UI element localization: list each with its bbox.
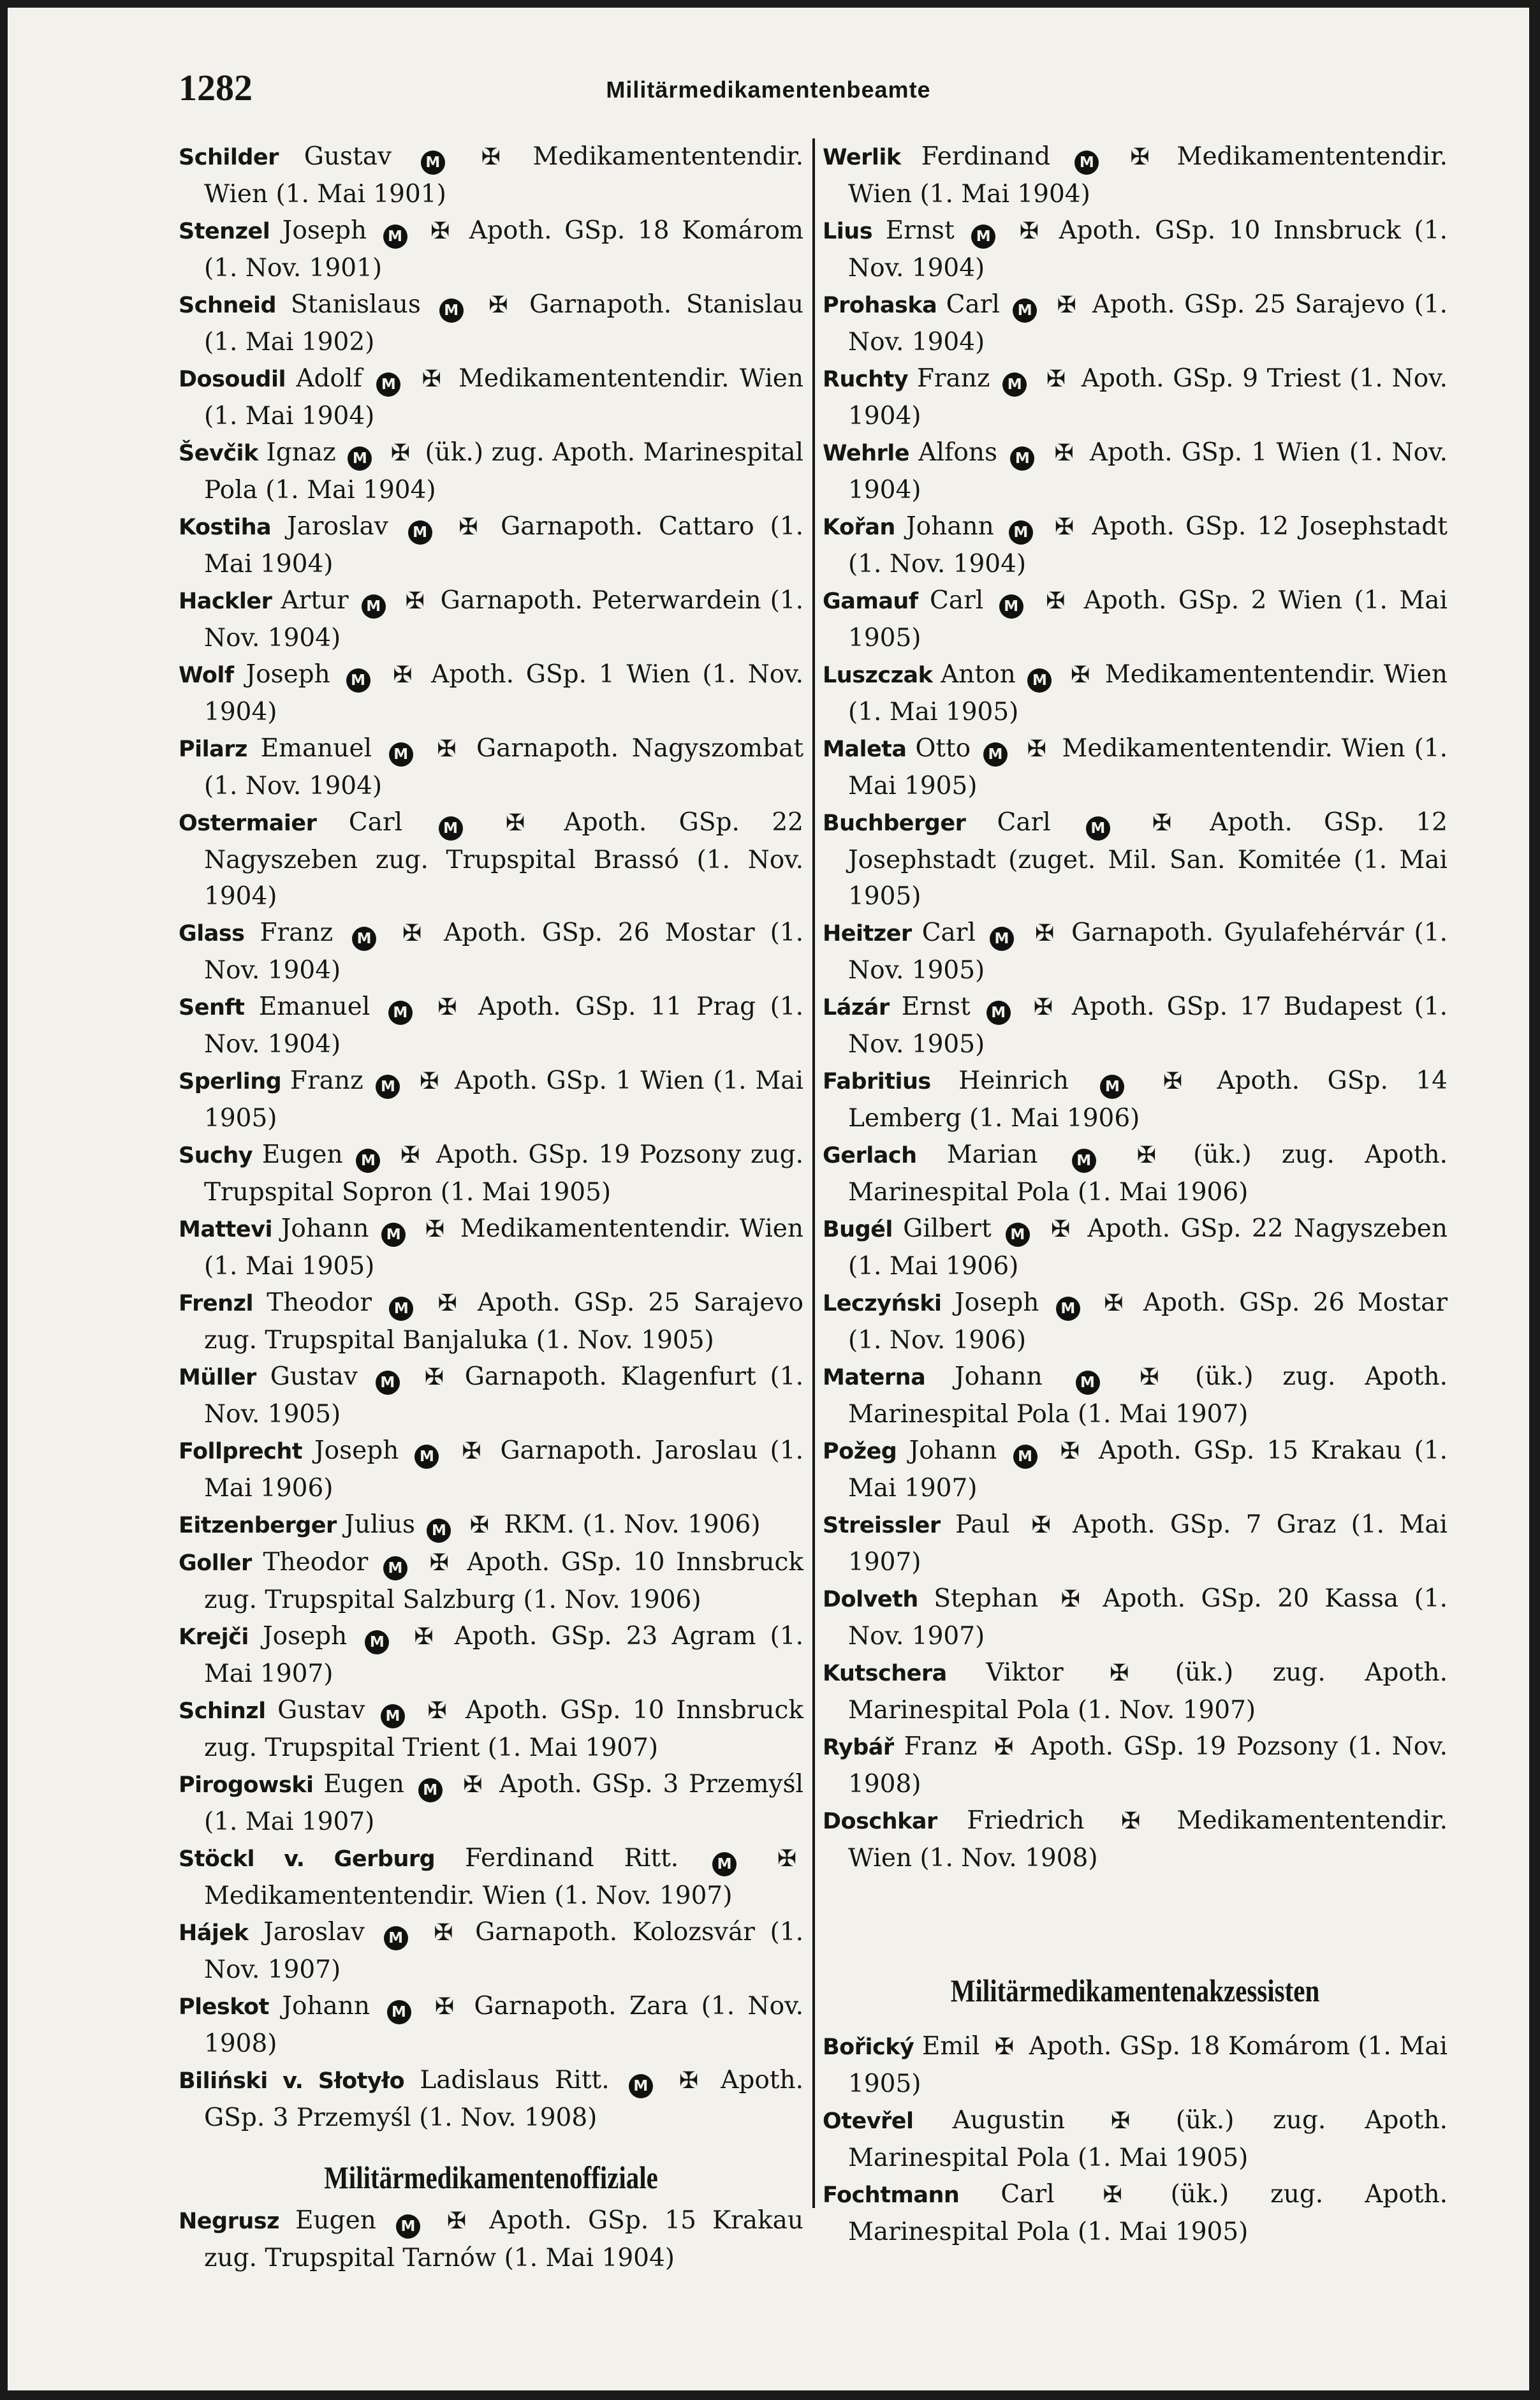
cross-icon: ✠: [488, 292, 508, 318]
cross-icon: ✠: [405, 588, 425, 614]
entry-name: Eitzenberger: [179, 1513, 337, 1538]
entry-name: Požeg: [823, 1439, 897, 1464]
entry-text: Ernst M ✠ Apoth. GSp. 10 Innsbruck (1. Nov. 1904): [848, 216, 1448, 283]
entry-name: Dolveth: [823, 1587, 918, 1612]
entry-text: Eugen M ✠ Apoth. GSp. 19 Pozsony zug. Trupspital Sopron (1. Mai 1905): [204, 1140, 803, 1207]
entry: [179, 2062, 803, 2136]
entry-text: Heinrich M ✠ Apoth. GSp. 14 Lemberg (1. Mai 1906): [848, 1066, 1448, 1133]
entry-name: Kutschera: [823, 1661, 947, 1686]
cross-icon: ✠: [1071, 662, 1090, 688]
entry: [179, 1766, 803, 1840]
entry-name: Doschkar: [823, 1809, 937, 1834]
entry-text: Johann M ✠ Medikamententendir. Wien (1. Mai 1905): [204, 1214, 804, 1281]
m-badge-icon: M: [439, 298, 464, 323]
entry: [823, 656, 1448, 730]
cross-icon: ✠: [424, 1364, 444, 1390]
entry: [179, 138, 803, 212]
entry-text: Johann M ✠ Apoth. GSp. 15 Krakau (1. Mai 1907): [848, 1436, 1448, 1503]
entry: [823, 1506, 1448, 1580]
entry-name: Streissler: [823, 1513, 941, 1538]
entry: [179, 2202, 803, 2276]
entry-text: Artur M ✠ Garnapoth. Peterwardein (1. Nov. 1904): [204, 586, 803, 652]
entry-text: Johann M ✠ Apoth. GSp. 12 Josephstadt (1. Nov. 1904): [848, 512, 1448, 578]
entry-name: Schinzl: [179, 1698, 266, 1724]
cross-icon: ✠: [1046, 366, 1066, 392]
cross-icon: ✠: [1033, 994, 1053, 1020]
cross-icon: ✠: [437, 1290, 457, 1316]
cross-icon: ✠: [425, 1216, 445, 1242]
entry-text: Carl ✠ (ük.) zug. Apoth. Marinespital Pola (1. Mai 1905): [848, 2180, 1448, 2246]
m-badge-icon: M: [999, 594, 1023, 619]
entry: [179, 1358, 803, 1432]
entry: [823, 212, 1448, 286]
entry: [823, 434, 1448, 508]
entry: [823, 1654, 1448, 1728]
cross-icon: ✠: [429, 1550, 449, 1576]
entry-text: Otto M ✠ Medikamententendir. Wien (1. Mai 1905): [848, 734, 1448, 800]
cross-icon: ✠: [434, 1994, 455, 2020]
cross-icon: ✠: [437, 994, 457, 1020]
entry: [823, 1728, 1448, 1802]
cross-icon: ✠: [1060, 1438, 1080, 1464]
cross-icon: ✠: [422, 366, 441, 392]
cross-icon: ✠: [1057, 292, 1076, 318]
cross-icon: ✠: [1110, 2108, 1131, 2134]
entry: [179, 1506, 803, 1544]
entry-text: Viktor ✠ (ük.) zug. Apoth. Marinespital Pola (1. Nov. 1907): [848, 1658, 1448, 1725]
m-badge-icon: M: [383, 225, 407, 249]
entry-text: Ferdinand Ritt. M ✠ Medikamententendir. Wien (1. Nov. 1907): [204, 1844, 803, 1910]
entry-name: Biliński v. Słotyło: [179, 2068, 405, 2094]
entry: [823, 730, 1448, 804]
m-badge-icon: M: [387, 2000, 411, 2024]
cross-icon: ✠: [1034, 920, 1055, 946]
entry-name: Dosoudil: [179, 367, 286, 392]
cross-icon: ✠: [777, 1846, 797, 1872]
entry-text: Joseph M ✠ Apoth. GSp. 26 Mostar (1. Nov. 1906): [848, 1288, 1448, 1355]
entry: [179, 1063, 803, 1137]
cross-icon: ✠: [430, 218, 450, 244]
cross-icon: ✠: [1162, 1068, 1183, 1094]
entry-text: Alfons M ✠ Apoth. GSp. 1 Wien (1. Nov. 1904): [848, 438, 1448, 504]
entry-name: Gamauf: [823, 589, 918, 614]
entry-name: Pirogowski: [179, 1772, 314, 1798]
m-badge-icon: M: [388, 1001, 413, 1025]
entry: [823, 138, 1448, 212]
entry-name: Mattevi: [179, 1217, 272, 1242]
entry-name: Ruchty: [823, 367, 909, 392]
entry: [179, 434, 803, 508]
entry: [179, 508, 803, 582]
entry-text: Gilbert M ✠ Apoth. GSp. 22 Nagyszeben (1. Mai 1906): [848, 1214, 1448, 1281]
entry-name: Sperling: [179, 1069, 282, 1094]
m-badge-icon: M: [421, 151, 445, 175]
m-badge-icon: M: [1100, 1075, 1124, 1099]
entry-name: Maleta: [823, 737, 907, 762]
entry-text: Stanislaus M ✠ Garnapoth. Stanislau (1. Mai 1902): [204, 290, 803, 357]
entry-name: Frenzl: [179, 1291, 253, 1316]
m-badge-icon: M: [389, 1297, 413, 1321]
entry: [179, 1988, 803, 2062]
m-badge-icon: M: [376, 1371, 400, 1395]
entry-name: Müller: [179, 1365, 256, 1390]
entry-text: Franz M ✠ Apoth. GSp. 26 Mostar (1. Nov. 1904): [204, 918, 804, 985]
cross-icon: ✠: [402, 920, 422, 946]
m-badge-icon: M: [1006, 1223, 1030, 1247]
m-badge-icon: M: [389, 742, 413, 767]
cross-icon: ✠: [390, 440, 410, 466]
entry-name: Pilarz: [179, 737, 247, 762]
entry-name: Schneid: [179, 293, 277, 318]
cross-icon: ✠: [420, 1068, 439, 1094]
entry-name: Hackler: [179, 589, 272, 614]
entry-text: Joseph M ✠ Apoth. GSp. 23 Agram (1. Mai 1907): [204, 1622, 803, 1688]
m-badge-icon: M: [376, 1075, 400, 1099]
cross-icon: ✠: [414, 1624, 434, 1650]
entry-text: Anton M ✠ Medikamententendir. Wien (1. Mai 1905): [848, 660, 1448, 726]
cross-icon: ✠: [400, 1142, 420, 1168]
entry: [823, 2028, 1448, 2102]
entry: [823, 1802, 1448, 1876]
m-badge-icon: M: [352, 927, 376, 951]
entry-text: Jaroslav M ✠ Garnapoth. Cattaro (1. Mai 1904): [204, 512, 803, 578]
entry-text: Eugen M ✠ Apoth. GSp. 15 Krakau zug. Trupspital Tarnów (1. Mai 1904): [204, 2206, 804, 2272]
entry: [179, 989, 803, 1063]
cross-icon: ✠: [458, 514, 478, 540]
cross-icon: ✠: [437, 736, 457, 762]
m-badge-icon: M: [381, 1223, 406, 1247]
entry-text: Franz M ✠ Apoth. GSp. 9 Triest (1. Nov. 1904): [848, 364, 1448, 431]
entry-name: Fabritius: [823, 1069, 931, 1094]
m-badge-icon: M: [1074, 151, 1099, 175]
running-title: Militärmedikamentenbeamte: [606, 77, 931, 103]
page-number: 1282: [179, 67, 253, 108]
entry-name: Prohaska: [823, 293, 937, 318]
page-header: [8, 66, 1529, 111]
entry-name: Werlik: [823, 145, 901, 170]
m-badge-icon: M: [383, 1556, 407, 1580]
cross-icon: ✠: [1046, 588, 1066, 614]
entry-text: Emil ✠ Apoth. GSp. 18 Komárom (1. Mai 1905): [848, 2032, 1448, 2098]
cross-icon: ✠: [1152, 810, 1172, 836]
m-badge-icon: M: [418, 1778, 443, 1802]
entry-name: Suchy: [179, 1143, 253, 1168]
entry-text: Theodor M ✠ Apoth. GSp. 25 Sarajevo zug. Trupspital Banjaluka (1. Nov. 1905): [204, 1288, 803, 1355]
cross-icon: ✠: [1103, 2182, 1122, 2208]
entry-name: Glass: [179, 921, 245, 946]
entry-text: Joseph M ✠ Garnapoth. Jaroslau (1. Mai 1906): [204, 1436, 803, 1503]
cross-icon: ✠: [1136, 1142, 1156, 1168]
entry: [179, 804, 803, 915]
m-badge-icon: M: [1013, 298, 1037, 323]
m-badge-icon: M: [376, 372, 400, 397]
entry: [823, 1063, 1448, 1137]
cross-icon: ✠: [481, 144, 501, 170]
entry: [179, 915, 803, 989]
entry-text: Franz M ✠ Apoth. GSp. 1 Wien (1. Mai 1905): [204, 1066, 803, 1133]
entry-text: Carl M ✠ Garnapoth. Gyulafehérvár (1. Nov. 1905): [848, 918, 1448, 985]
cross-icon: ✠: [678, 2068, 699, 2094]
entry-text: Ernst M ✠ Apoth. GSp. 17 Budapest (1. Nov. 1905): [848, 992, 1448, 1059]
entry: [179, 1840, 803, 1914]
m-badge-icon: M: [1072, 1149, 1096, 1173]
cross-icon: ✠: [463, 1772, 483, 1798]
offiziale-entry-list: [179, 2202, 803, 2276]
entry: [823, 2102, 1448, 2176]
entry-text: Marian M ✠ (ük.) zug. Apoth. Marinespital Pola (1. Mai 1906): [848, 1140, 1448, 1207]
m-badge-icon: M: [348, 446, 372, 471]
entry: [823, 582, 1448, 656]
right-entry-list: [823, 138, 1448, 1876]
cross-icon: ✠: [1120, 1808, 1141, 1834]
entry-text: Carl M ✠ Apoth. GSp. 25 Sarajevo (1. Nov. 1904): [848, 290, 1448, 357]
entry-name: Leczyński: [823, 1291, 942, 1316]
right-column: [823, 138, 1448, 2250]
cross-icon: ✠: [1054, 440, 1074, 466]
entry-name: Wolf: [179, 663, 234, 688]
entry-name: Buchberger: [823, 811, 966, 836]
entry-text: Augustin ✠ (ük.) zug. Apoth. Marinespital Pola (1. Mai 1905): [848, 2106, 1448, 2172]
cross-icon: ✠: [1104, 1290, 1124, 1316]
entry-text: Julius M ✠ RKM. (1. Nov. 1906): [337, 1510, 761, 1539]
entry-name: Krejči: [179, 1624, 249, 1650]
entry: [179, 1692, 803, 1766]
entry: [179, 656, 803, 730]
entry-name: Bugél: [823, 1217, 893, 1242]
cross-icon: ✠: [1051, 1216, 1071, 1242]
m-badge-icon: M: [414, 1445, 439, 1469]
m-badge-icon: M: [427, 1519, 451, 1543]
entry-name: Hájek: [179, 1920, 249, 1946]
entry-text: Carl M ✠ Apoth. GSp. 22 Nagyszeben zug. Trupspital Brassó (1. Nov. 1904): [204, 808, 803, 911]
m-badge-icon: M: [629, 2074, 653, 2098]
cross-icon: ✠: [469, 1512, 489, 1538]
cross-icon: ✠: [505, 810, 525, 836]
cross-icon: ✠: [1054, 514, 1074, 540]
entry-name: Stöckl v. Gerburg: [179, 1846, 436, 1872]
entry-text: Gustav M ✠ Medikamententendir. Wien (1. Mai 1901): [204, 142, 803, 209]
entry: [179, 286, 803, 360]
cross-icon: ✠: [434, 1920, 453, 1946]
m-badge-icon: M: [1086, 816, 1110, 841]
entry-text: Emanuel M ✠ Garnapoth. Nagyszombat (1. Nov. 1904): [204, 734, 803, 800]
m-badge-icon: M: [408, 520, 432, 545]
entry: [179, 1618, 803, 1692]
entry: [179, 360, 803, 434]
document-page: [8, 8, 1529, 2390]
entry-name: Fochtmann: [823, 2183, 960, 2208]
entry-text: Carl M ✠ Apoth. GSp. 2 Wien (1. Mai 1905): [848, 586, 1448, 652]
entry-name: Stenzel: [179, 219, 270, 244]
entry-text: Eugen M ✠ Apoth. GSp. 3 Przemyśl (1. Mai 1907): [204, 1770, 803, 1836]
m-badge-icon: M: [1002, 372, 1027, 397]
cross-icon: ✠: [1140, 1364, 1159, 1390]
entry-text: Johann M ✠ Garnapoth. Zara (1. Nov. 1908): [204, 1992, 803, 2058]
entry-text: Joseph M ✠ Apoth. GSp. 18 Komárom (1. Nov. 1901): [204, 216, 803, 283]
entry-text: Stephan ✠ Apoth. GSp. 20 Kassa (1. Nov. 1907): [848, 1584, 1448, 1651]
left-column: [179, 138, 803, 2276]
cross-icon: ✠: [462, 1438, 481, 1464]
entry-name: Luszczak: [823, 663, 933, 688]
cross-icon: ✠: [1130, 144, 1150, 170]
entry-name: Ševčik: [179, 441, 258, 466]
entry-text: Ignaz M ✠ (ük.) zug. Apoth. Marinespital Pola (1. Mai 1904): [204, 438, 803, 504]
m-badge-icon: M: [1010, 446, 1034, 471]
m-badge-icon: M: [381, 1704, 405, 1728]
cross-icon: ✠: [446, 2208, 467, 2234]
m-badge-icon: M: [396, 2214, 420, 2239]
entry-text: Johann M ✠ (ük.) zug. Apoth. Marinespital Pola (1. Mai 1907): [848, 1362, 1448, 1429]
entry: [823, 1285, 1448, 1358]
cross-icon: ✠: [1110, 1660, 1129, 1686]
entry: [823, 360, 1448, 434]
m-badge-icon: M: [1056, 1297, 1080, 1321]
section-heading-akzessisten: Militärmedikamentenakzessisten: [950, 1973, 1320, 2008]
cross-icon: ✠: [1060, 1586, 1080, 1612]
entry: [823, 915, 1448, 989]
m-badge-icon: M: [346, 668, 370, 693]
entry-name: Otevřel: [823, 2109, 914, 2134]
akzessisten-entry-list: [823, 2028, 1448, 2250]
entry-name: Pleskot: [179, 1994, 269, 2020]
m-badge-icon: M: [365, 1630, 389, 1654]
entry-text: Theodor M ✠ Apoth. GSp. 10 Innsbruck zug. Trupspital Salzburg (1. Nov. 1906): [204, 1548, 803, 1614]
entry: [179, 582, 803, 656]
entry-text: Ladislaus Ritt. M ✠ Apoth. GSp. 3 Przemyśl (1. Nov. 1908): [204, 2066, 803, 2132]
m-badge-icon: M: [356, 1149, 380, 1173]
entry-name: Kořan: [823, 515, 895, 540]
entry-name: Materna: [823, 1365, 926, 1390]
entry-name: Bořický: [823, 2035, 914, 2060]
entry: [823, 1137, 1448, 1211]
entry: [179, 1914, 803, 1988]
m-badge-icon: M: [362, 594, 386, 619]
entry-text: Friedrich ✠ Medikamententendir. Wien (1. Nov. 1908): [848, 1806, 1448, 1873]
m-badge-icon: M: [1009, 520, 1033, 545]
m-badge-icon: M: [439, 816, 463, 841]
entry: [179, 1544, 803, 1618]
entry-name: Senft: [179, 995, 245, 1020]
entry: [823, 989, 1448, 1063]
cross-icon: ✠: [393, 662, 413, 688]
cross-icon: ✠: [427, 1698, 447, 1724]
cross-icon: ✠: [1031, 1512, 1051, 1538]
entry-name: Negrusz: [179, 2209, 279, 2234]
m-badge-icon: M: [712, 1852, 737, 1876]
entry: [823, 804, 1448, 915]
entry-text: Adolf M ✠ Medikamententendir. Wien (1. Mai 1904): [204, 364, 803, 431]
m-badge-icon: M: [983, 742, 1008, 767]
entry-name: Lázár: [823, 995, 890, 1020]
entry: [823, 1211, 1448, 1285]
entry-name: Ostermaier: [179, 811, 317, 836]
entry-text: Gustav M ✠ Garnapoth. Klagenfurt (1. Nov. 1905): [204, 1362, 803, 1429]
m-badge-icon: M: [1076, 1371, 1100, 1395]
entry-name: Schilder: [179, 145, 279, 170]
entry-name: Follprecht: [179, 1439, 302, 1464]
entry-text: Jaroslav M ✠ Garnapoth. Kolozsvár (1. Nov. 1907): [204, 1918, 803, 1984]
m-badge-icon: M: [384, 1926, 408, 1950]
cross-icon: ✠: [994, 1734, 1014, 1760]
entry: [823, 508, 1448, 582]
m-badge-icon: M: [986, 1001, 1011, 1025]
entry: [179, 212, 803, 286]
entry: [179, 1285, 803, 1358]
entry: [823, 1432, 1448, 1506]
entry-text: Paul ✠ Apoth. GSp. 7 Graz (1. Mai 1907): [848, 1510, 1448, 1577]
entry-name: Wehrle: [823, 441, 910, 466]
cross-icon: ✠: [994, 2034, 1014, 2060]
m-badge-icon: M: [1027, 668, 1052, 693]
entry-text: Carl M ✠ Apoth. GSp. 12 Josephstadt (zuget. Mil. San. Komitée (1. Mai 1905): [848, 808, 1448, 911]
left-entry-list: [179, 138, 803, 2136]
entry: [823, 1580, 1448, 1654]
entry-text: Gustav M ✠ Apoth. GSp. 10 Innsbruck zug. Trupspital Trient (1. Mai 1907): [204, 1696, 804, 1762]
m-badge-icon: M: [990, 927, 1014, 951]
m-badge-icon: M: [1013, 1445, 1038, 1469]
column-divider: [812, 138, 815, 2208]
entry: [179, 1137, 803, 1211]
entry-name: Gerlach: [823, 1143, 917, 1168]
entry-text: Emanuel M ✠ Apoth. GSp. 11 Prag (1. Nov. 1904): [204, 992, 803, 1059]
entry-name: Goller: [179, 1550, 252, 1576]
entry-name: Kostiha: [179, 515, 272, 540]
entry: [823, 2176, 1448, 2250]
entry-text: Ferdinand M ✠ Medikamententendir. Wien (1. Mai 1904): [848, 142, 1448, 209]
entry-name: Heitzer: [823, 921, 912, 946]
entry-text: Franz ✠ Apoth. GSp. 19 Pozsony (1. Nov. 1908): [848, 1732, 1448, 1799]
entry-text: Joseph M ✠ Apoth. GSp. 1 Wien (1. Nov. 1904): [204, 660, 803, 726]
entry: [823, 286, 1448, 360]
entry-name: Rybář: [823, 1735, 894, 1760]
entry: [179, 730, 803, 804]
m-badge-icon: M: [971, 225, 995, 249]
entry: [179, 1432, 803, 1506]
entry: [823, 1358, 1448, 1432]
section-heading-offiziale: Militärmedikamentenoffiziale: [324, 2160, 658, 2195]
entry-name: Lius: [823, 219, 873, 244]
cross-icon: ✠: [1027, 736, 1046, 762]
entry: [179, 1211, 803, 1285]
cross-icon: ✠: [1019, 218, 1039, 244]
